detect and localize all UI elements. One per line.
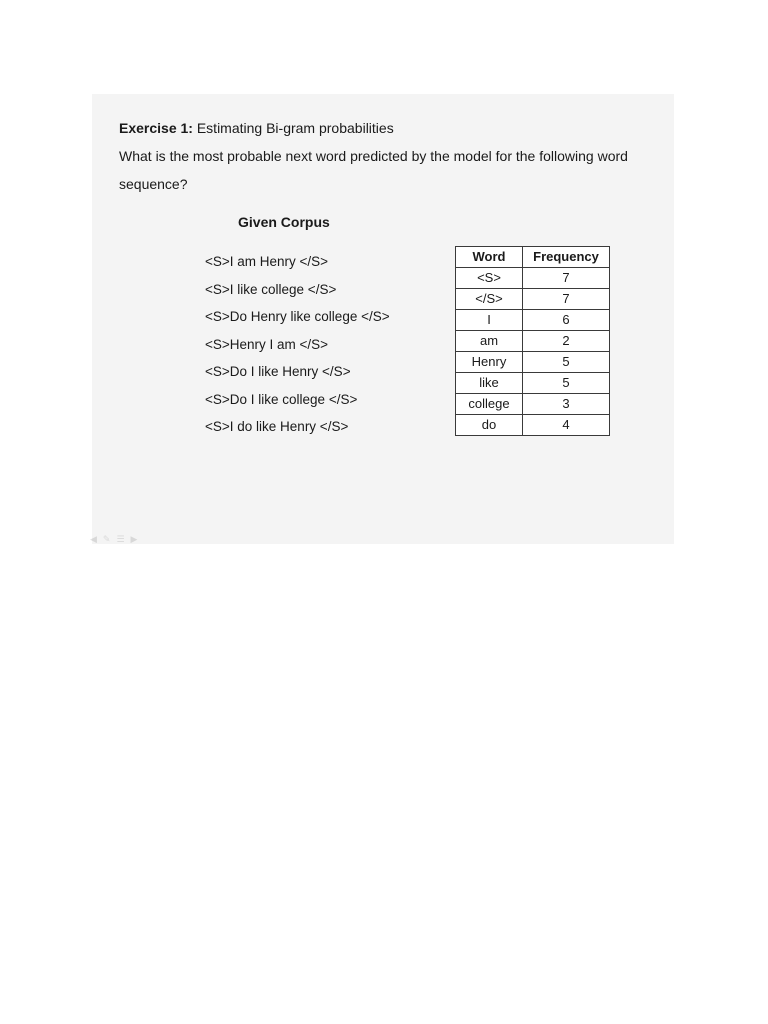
cell-word: like <box>456 373 523 394</box>
table-row <box>456 394 610 415</box>
corpus-line: <S>I like college </S> <box>205 281 337 297</box>
header-word: Word <box>456 247 523 268</box>
corpus-line: <S>Do I like college </S> <box>205 391 358 407</box>
corpus-line: <S>Do I like Henry </S> <box>205 364 351 379</box>
table-header-row <box>456 247 610 268</box>
back-arrow-icon[interactable]: ◀ <box>90 534 97 544</box>
cell-frequency: 3 <box>523 394 610 415</box>
cell-frequency: 5 <box>523 352 610 373</box>
cell-word: Henry <box>456 352 523 373</box>
table-row <box>456 415 610 436</box>
slide <box>92 94 674 544</box>
corpus-line: <S>I am Henry </S> <box>205 254 329 269</box>
cell-frequency: 5 <box>523 373 610 394</box>
exercise-label: Exercise 1: <box>119 120 193 136</box>
question-line-2: sequence? <box>119 176 188 192</box>
exercise-heading <box>119 120 394 136</box>
cell-frequency: 2 <box>523 331 610 352</box>
table-row <box>456 268 610 289</box>
cell-frequency: 7 <box>523 289 610 310</box>
cell-frequency: 4 <box>523 415 610 436</box>
cell-frequency: 7 <box>523 268 610 289</box>
slide-toolbar <box>90 534 137 545</box>
corpus-list <box>205 252 390 445</box>
question-line-1: What is the most probable next word predicted by the model for the following word <box>119 148 628 164</box>
cell-word: college <box>456 394 523 415</box>
corpus-line: <S>I do like Henry </S> <box>205 419 349 434</box>
table-row <box>456 373 610 394</box>
menu-icon[interactable]: ☰ <box>116 534 125 544</box>
corpus-line: <S>Do Henry like college </S> <box>205 309 390 324</box>
exercise-title: Estimating Bi-gram probabilities <box>196 120 394 136</box>
cell-word: </S> <box>456 289 523 310</box>
cell-word: am <box>456 331 523 352</box>
pen-icon[interactable]: ✎ <box>102 534 111 544</box>
cell-word: I <box>456 310 523 331</box>
cell-word: <S> <box>456 268 523 289</box>
forward-arrow-icon[interactable]: ▶ <box>130 534 138 544</box>
corpus-title: Given Corpus <box>238 214 330 230</box>
table-row <box>456 331 610 352</box>
frequency-table <box>455 246 610 436</box>
corpus-line: <S>Henry I am </S> <box>205 336 329 352</box>
cell-frequency: 6 <box>523 310 610 331</box>
table-row <box>456 352 610 373</box>
cell-word: do <box>456 415 523 436</box>
table-row <box>456 289 610 310</box>
table-row <box>456 310 610 331</box>
header-frequency: Frequency <box>523 247 610 268</box>
